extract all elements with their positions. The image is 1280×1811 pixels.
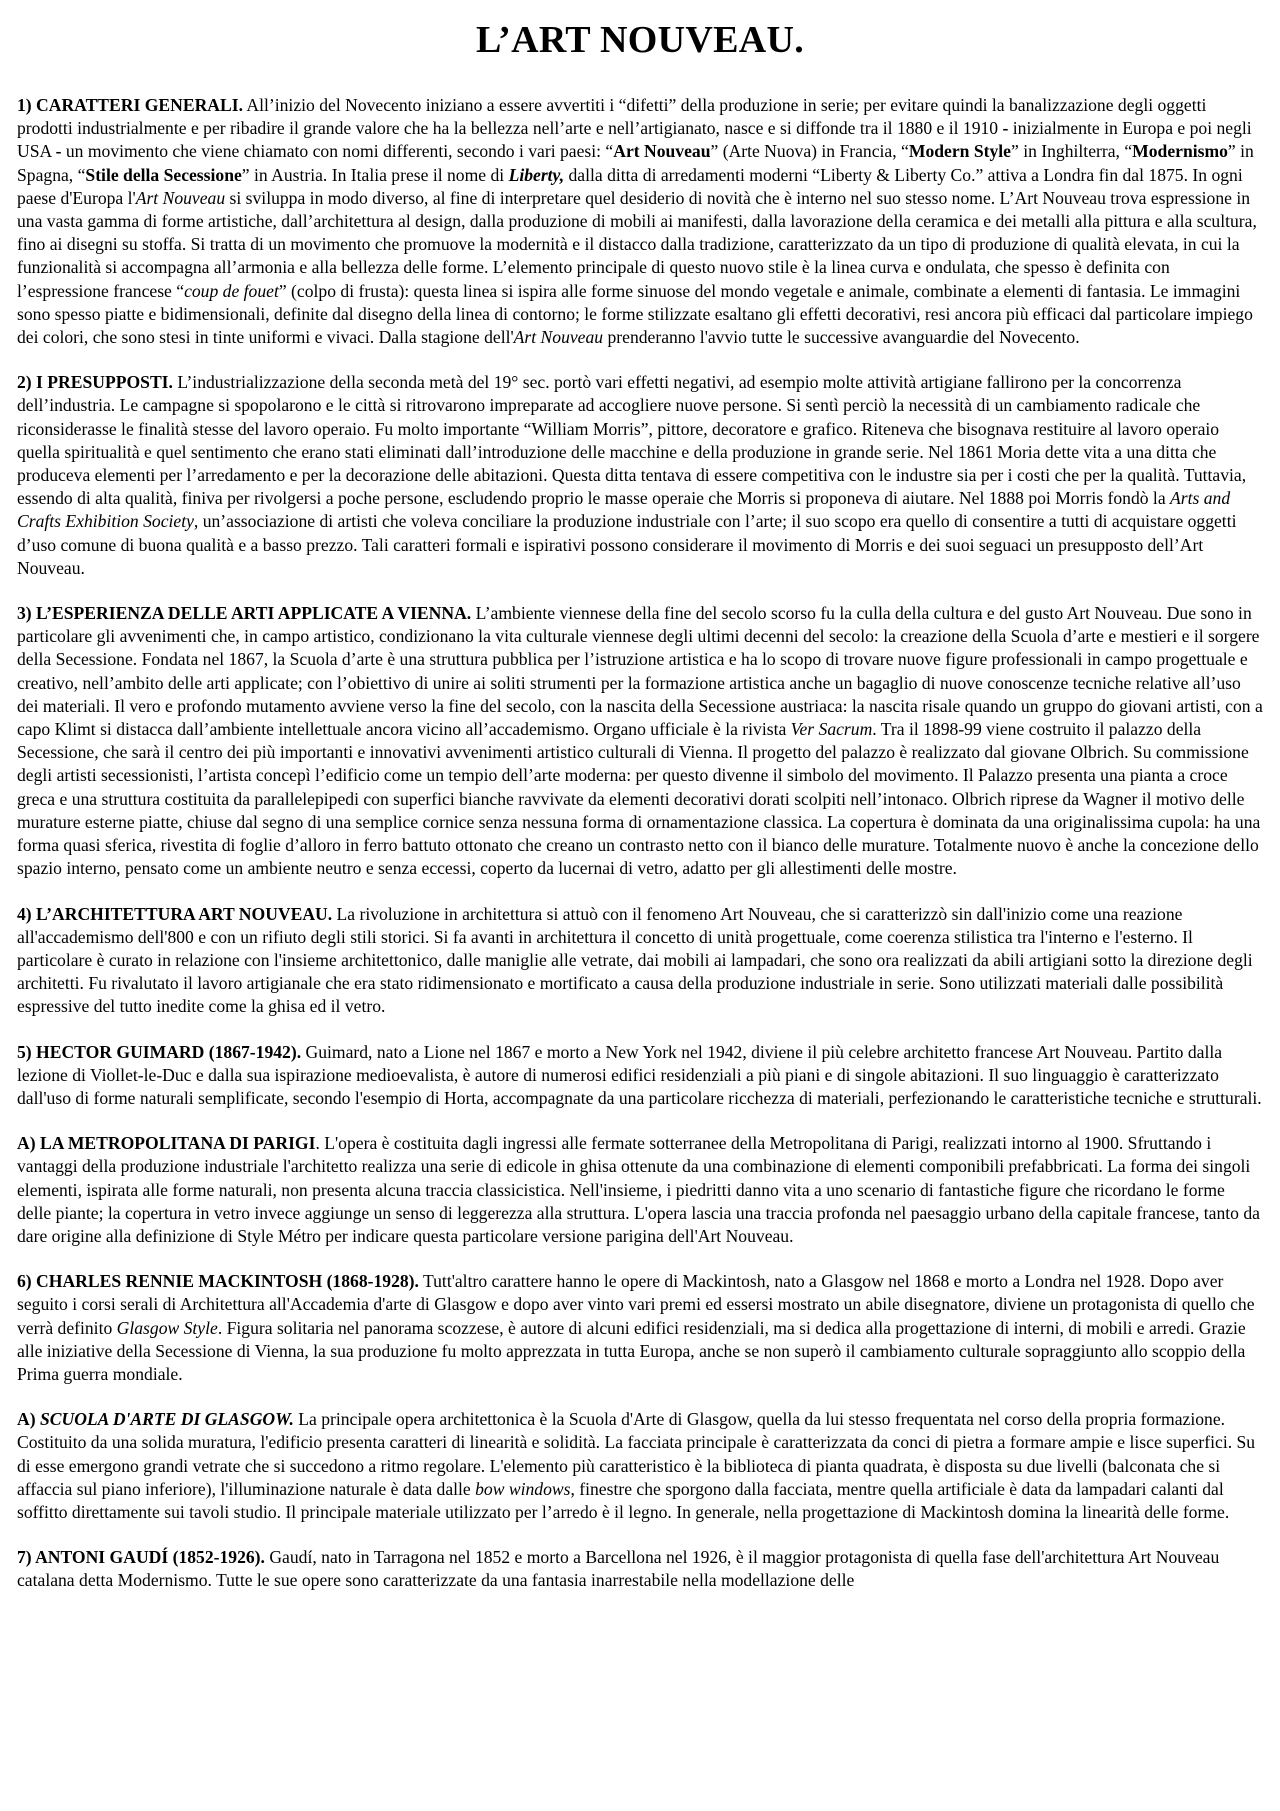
section-text: Modernismo: [1132, 141, 1228, 162]
section-text: . L'opera è costituita dagli ingressi alle fermate sotterranee della Metropolitana di Parigi, realizzati intorno al 1900. Sfruttando i vantaggi della produzione industriale l'architetto realizza una serie di edicole in ghisa ottenute da una combinazione di elementi componibili prefabbricati. La forma dei singoli elementi, ispirata alle forme naturali, non presenta alcuna traccia classicistica. Nell'insieme, i piedritti danno vita a uno scenario di fantastiche figure che ricordano le forme delle piante; la copertura in vetro invece aggiunge un senso di leggerezza alla struttura. L'opera lascia una traccia profonda nel paesaggio urbano della capitale francese, tanto da dare origine alla definizione di Style Métro per indicare questa particolare versione parigina dell'Art Nouveau.: [17, 1133, 1260, 1246]
section-heading: A) LA METROPOLITANA DI PARIGI: [17, 1133, 316, 1154]
section-text: La rivoluzione in architettura si attuò con il fenomeno Art Nouveau, che si caratterizzò sin dall'inizio come una reazione all'accademismo dell'800 e con un rifiuto degli stili storici. Si fa avanti in architettura il concetto di unità progettuale, come coerenza stilistica tra l'interno e l'esterno. Il particolare è curato in relazione con l'insieme architettonico, dalle maniglie alle vetrate, dai mobili ai lampadari, che sono ora realizzati da abili artigiani sotto la direzione degli architetti. Fu rivalutato il lavoro artigianale che era stato ridimensionato e mortificato a causa della produzione industriale in serie. Sono utilizzati materiali dalle possibilità espressive del tutto inedite come la ghisa ed il vetro.: [17, 903, 1253, 1017]
section-paragraph: [17, 1132, 1263, 1248]
section-text: Gaudí, nato in Tarragona nel 1852 e morto a Barcellona nel 1926, è il maggior protagonista di quella fase dell'architettura Art Nouveau catalana detta Modernismo. Tutte le sue opere sono caratterizzate da una fantasia inarrestabile nella modellazione delle: [17, 1547, 1220, 1591]
section-text: inizialmente in Europa e poi negli USA: [17, 118, 1252, 162]
section-text: , finestre che sporgono dalla facciata, mentre quella artificiale è data da lampadari calanti dal soffitto direttamente sui tavoli studio. Il principale materiale utilizzato per l’arredo è il legno. In generale, nella progettazione di Mackintosh domina la linearità delle forme.: [17, 1478, 1230, 1522]
section-heading: 4) L’ARCHITETTURA ART NOUVEAU.: [17, 903, 333, 924]
section-text: L’ambiente viennese della fine del secolo scorso fu la culla della cultura e del gusto Art Nouveau. Due sono in particolare gli avvenimenti che, in campo artistico, condizionano la vita culturale viennese degli ultimi decenni del secolo: la creazione della Scuola d’arte e mestieri e il sorgere della Secessione. Fondata nel 1867, la Scuola d’arte è una struttura pubblica per l’istruzione artistica e ha lo scopo di trovare nuove figure professionali in campo progettuale e creativo, nell’ambito delle arti applicate; con l’obiettivo di unire ai soliti strumenti per la formazione artistica anche un bagaglio di nuove conoscenze tecniche relative all’uso dei materiali. Il vero e profondo mutamento avviene verso la fine del secolo, con la nascita della Secessione austriaca: la nascita risale quando un gruppo do giovani artisti, con a capo Klimt si distacca dall’ambiente intellettuale ancora vicino all’accademismo. Organo ufficiale è la rivista: [17, 603, 1263, 740]
section-heading: 5) HECTOR GUIMARD (1867-1942).: [17, 1041, 302, 1062]
section-text: dalla ditta di arredamenti moderni “Liberty & Liberty Co.” attiva a Londra fin dal 1875. In ogni paese d'Europa l': [17, 164, 1243, 208]
section-text: Arts and Crafts Exhibition Society: [17, 488, 1231, 532]
section-text: ” in Spagna, “: [17, 141, 1254, 185]
section-text: Art Nouveau: [613, 141, 711, 162]
section-text: prenderanno l'avvio tutte le successive avanguardie del Novecento.: [603, 327, 1080, 348]
section-paragraph: [17, 1041, 1263, 1111]
section-paragraph: [17, 1546, 1263, 1592]
section-text: Ver Sacrum: [790, 719, 873, 740]
section-text: si sviluppa in modo diverso, al fine di interpretare quel desiderio di novità che è interno nel suo stesso nome. L’Art Nouveau trova espressione in una vasta gamma di forme artistiche, dall’architettura al design, dalla produzione di mobili ai manifesti, dalla lavorazione della ceramica e dei metalli alla pittura e alla scultura, fino ai disegni su stoffa. Si tratta di un movimento che promuove la modernità e il distacco dalla tradizione, caratterizzato da un tipo di produzione di qualità elevata, in cui la funzionalità si accompagna all’armonia e alla bellezza delle forme. L’elemento principale di questo nuovo stile è la linea curva e ondulata, che spesso è definita con l’espressione francese “: [17, 187, 1257, 301]
section-heading: 7) ANTONI GAUDÍ (1852-1926).: [17, 1547, 265, 1568]
document-body: [17, 94, 1263, 1593]
section-text: Liberty,: [508, 164, 565, 185]
section-text: -: [55, 141, 62, 162]
section-text: La principale opera architettonica è la Scuola d'Arte di Glasgow, quella da lui stesso frequentata nel corso della propria formazione. Costituito da una solida muratura, l'edificio presenta caratteri di linearità e solidità. La facciata principale è caratterizzata da conci di pietra a formare ampie e lisce superfici. Su di esse emergono grandi vetrate che si succedono a ritmo regolare. L'elemento più caratteristico è la biblioteca di pianta quadrata, è disposta su due livelli (balconata che si affaccia sul piano inferiore), l'illuminazione naturale è data dalle: [17, 1409, 1256, 1499]
section-paragraph: [17, 1408, 1263, 1524]
section-heading: 6) CHARLES RENNIE MACKINTOSH (1868-1928).: [17, 1271, 419, 1292]
section-text: bow windows: [475, 1478, 571, 1499]
section-heading: 3) L’ESPERIENZA DELLE ARTI APPLICATE A VIENNA.: [17, 603, 472, 624]
section-text: All’inizio del Novecento iniziano a essere avvertiti i “difetti” della produzione in serie; per evitare quindi la banalizzazione degli oggetti prodotti industrialmente e per ribadire il grande valore che ha la bellezza nell’arte e nell’artigianato, nasce e si diffonde tra il 1880 e il 1910: [17, 95, 1207, 139]
section-text: ” in Inghilterra, “: [1010, 141, 1133, 162]
section-text: L’industrializzazione della seconda metà del 19° sec. portò vari effetti negativi, ad esempio molte attività artigiane fallirono per la concorrenza dell’industria. Le campagne si spopolarono e le città si ritrovarono impreparate ad accogliere nuove persone. Si sentì perciò la necessità di un cambiamento radicale che riconsiderasse le finalità stesse del lavoro operaio. Fu molto importante “William Morris”, pittore, decoratore e grafico. Riteneva che bisognava restituire al lavoro operaio quella spiritualità e quel sentimento che erano stati eliminati dall’introduzione delle macchine e della produzione in grande serie. Nel 1861 Moria dette vita a una ditta che produceva elementi per l’arredamento e per la decorazione delle abitazioni. Questa ditta tentava di essere competitiva con le industre sia per i costi che per la qualità. Tuttavia, essendo di alta qualità, finiva per rivolgersi a poche persone, escludendo proprio le masse operaie che Morris si proponeva di aiutare. Nel 1888 poi Morris fondò la: [17, 372, 1247, 509]
section-text: Guimard, nato a Lione nel 1867 e morto a New York nel 1942, diviene il più celebre architetto francese Art Nouveau. Partito dalla lezione di Viollet-le-Duc e dalla sua ispirazione medioevalista, è autore di numerosi edifici residenziali a più piani e di singole abitazioni. Il suo linguaggio è caratterizzato dall'uso di forme naturali semplificate, secondo l'esempio di Horta, accompagnate da una particolare ricchezza di materiali, perfezionando le caratteristiche tecniche e strutturali.: [17, 1041, 1262, 1108]
section-text: ” (Arte Nuova) in Francia, “: [710, 141, 909, 162]
section-heading: 2) I PRESUPPOSTI.: [17, 372, 173, 393]
section-text: . Figura solitaria nel panorama scozzese, è autore di alcuni edifici residenziali, ma si dedica alla progettazione di interni, di mobili e arredi. Grazie alle iniziative della Secessione di Vienna, la sua produzione fu molto apprezzata in tutta Europa, anche se non superò il cambiamento culturale sopraggiunto allo scoppio della Prima guerra mondiale.: [17, 1317, 1246, 1384]
section-text: Glasgow Style: [116, 1317, 218, 1338]
section-text: coup de fouet: [184, 280, 279, 301]
document-title: L’ART NOUVEAU.: [475, 19, 805, 61]
section-text: Modern Style: [908, 141, 1011, 162]
section-paragraph: [17, 903, 1263, 1019]
section-text: ” in Austria. In Italia prese il nome di: [241, 164, 509, 185]
section-text: Stile della Secessione: [85, 164, 242, 185]
section-text: Art Nouveau: [513, 327, 604, 348]
section-heading: A): [17, 1409, 36, 1430]
section-text: SCUOLA D'ARTE DI GLASGOW.: [39, 1409, 294, 1430]
section-text: ” (colpo di frusta): questa linea si ispira alle forme sinuose del mondo vegetale e animale, combinate a elementi di fantasia. Le immagini sono spesso piatte e bidimensionali, definite dal disegno della linea di contorno; le forme stilizzate esaltano gli effetti decorativi, resi ancora più efficaci dal particolare impiego dei colori, che sono stesi in tinte uniformi e vivaci. Dalla stagione dell': [17, 280, 1253, 348]
section-text: . Tra il 1898-99 viene costruito il palazzo della Secessione, che sarà il centro dei più importanti e innovativi avvenimenti artistico culturali di Vienna. Il progetto del palazzo è realizzato dal giovane Olbrich. Su commissione degli artisti secessionisti, l’artista concepì l’edificio come un tempio dell’arte moderna: per questo divenne il simbolo del movimento. Il Palazzo presenta una pianta a croce greca e una struttura costituita da parallelepipedi con superfici bianche ravvivate da elementi decorativi dorati scolpiti nell’intonaco. Olbrich riprese da Wagner il motivo delle murature esterne piatte, chiuse dal segno di una semplice cornice senza nessuna forma di ornamentazione classica. La copertura è dominata da una originalissima cupola: ha una forma quasi sferica, rivestita di foglie d’alloro in ferro battuto ottonato che creano un contrasto netto con il bianco delle murature. Totalmente nuovo è anche la concezione dello spazio interno, pensato come un ambiente neutro e senza eccessi, coperto da lucernai di vetro, adatto per gli allestimenti delle mostre.: [17, 719, 1261, 879]
section-paragraph: [17, 371, 1263, 580]
section-paragraph: [17, 602, 1263, 880]
section-text: Art Nouveau: [135, 187, 226, 208]
section-paragraph: [17, 1270, 1263, 1386]
section-heading: 1) CARATTERI GENERALI.: [17, 95, 243, 115]
section-paragraph: [17, 94, 1263, 349]
section-text: un movimento che viene chiamato con nomi differenti, secondo i vari paesi: “: [61, 141, 614, 162]
section-text: Tutt'altro carattere hanno le opere di Mackintosh, nato a Glasgow nel 1868 e morto a Londra nel 1928. Dopo aver seguito i corsi serali di Architettura all'Accademia d'arte di Glasgow e dopo aver vinto vari premi ed essersi mostrato un abile disegnatore, diviene un protagonista di quello che verrà definito: [17, 1271, 1255, 1338]
section-text: , un’associazione di artisti che voleva conciliare la produzione industriale con l’arte; il suo scopo era quello di consentire a tutti di acquistare oggetti d’uso comune di buona qualità e a basso prezzo. Tali caratteri formali e ispirativi possono considerare il movimento di Morris e dei suoi seguaci un presupposto dell’Art Nouveau.: [17, 511, 1237, 578]
section-text: -: [1002, 118, 1009, 139]
